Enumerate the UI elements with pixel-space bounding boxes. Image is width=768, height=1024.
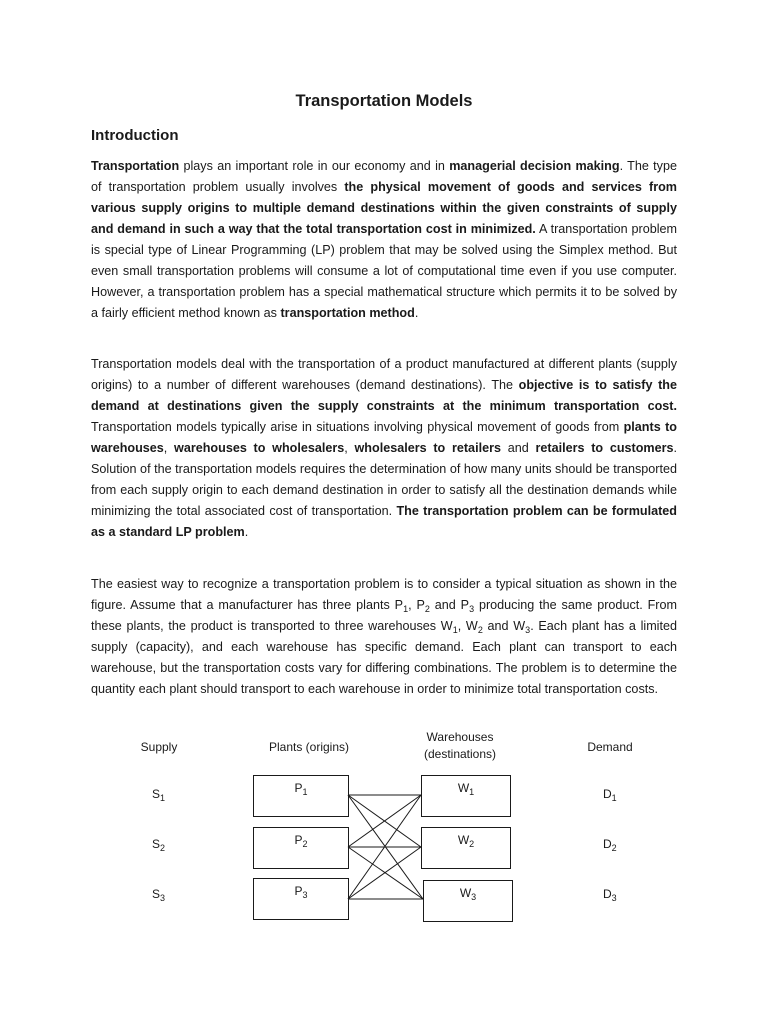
supply-label: $S_1$ bbox=[152, 787, 166, 803]
section-heading-introduction: Introduction bbox=[91, 127, 179, 144]
paragraph-1: Transportation plays an important role in our economy and in managerial decision making. The type of transportation problem usually involves the physical movement of goods and services from various supply origins to multiple demand destinations within the given constraints of supply and demand in such a way that the total transportation cost in minimized. A transportation problem is special type of Linear Programming (LP) problem that may be solved using the Simplex method. But even small transportation problems will consume a lot of computational time even if you use computer. However, a transportation problem has a special mathematical structure which permits it to be solved by a fairly efficient method known as transportation method. bbox=[91, 159, 677, 320]
header-plants: Plants (origins) bbox=[268, 740, 350, 754]
warehouse-box: $W_2$ bbox=[421, 827, 511, 869]
plant-box: $P_1$ bbox=[253, 775, 349, 817]
warehouse-box: $W_3$ bbox=[423, 880, 513, 922]
demand-label: $D_1$ bbox=[603, 787, 617, 803]
header-demand: Demand bbox=[587, 740, 633, 754]
plant-box: $P_2$ bbox=[253, 827, 349, 869]
warehouse-box: $W_1$ bbox=[421, 775, 511, 817]
header-warehouses: Warehouses (destinations) bbox=[423, 730, 497, 761]
header-supply: Supply bbox=[140, 740, 178, 754]
paragraph-3: The easiest way to recognize a transportation problem is to consider a typical situation as shown in the figure. Assume that a manufacturer has three plants $P_1$, $P_2$ and $P_3$ producing the same product. From these plants, the product is transported to three warehouses $W_1$, $W_2$ and $W_3$. Each plant has a limited supply (capacity), and each warehouse has specific demand. Each plant can transport to each warehouse, but the transportation costs vary for differing combinations. The problem is to determine the quantity each plant should transport to each warehouse in order to minimize total transportation costs. bbox=[91, 577, 677, 696]
page-title: Transportation Models bbox=[295, 92, 473, 110]
supply-label: $S_2$ bbox=[152, 837, 166, 853]
demand-label: $D_3$ bbox=[603, 887, 617, 903]
supply-label: $S_3$ bbox=[152, 887, 166, 903]
demand-label: $D_2$ bbox=[603, 837, 617, 853]
paragraph-2: Transportation models deal with the transportation of a product manufactured at different plants (supply origins) to a number of different warehouses (demand destinations). The objective is to satisfy the demand at destinations given the supply constraints at the minimum transportation cost. Transportation models typically arise in situations involving physical movement of goods from plants to warehouses, warehouses to wholesalers, wholesalers to retailers and retailers to customers. Solution of the transportation models requires the determination of how many units should be transported from each supply origin to each demand destination in order to satisfy all the destination demands while minimizing the total associated cost of transportation. The transportation problem can be formulated as a standard LP problem. bbox=[91, 357, 678, 539]
plant-box: $P_3$ bbox=[253, 878, 349, 920]
